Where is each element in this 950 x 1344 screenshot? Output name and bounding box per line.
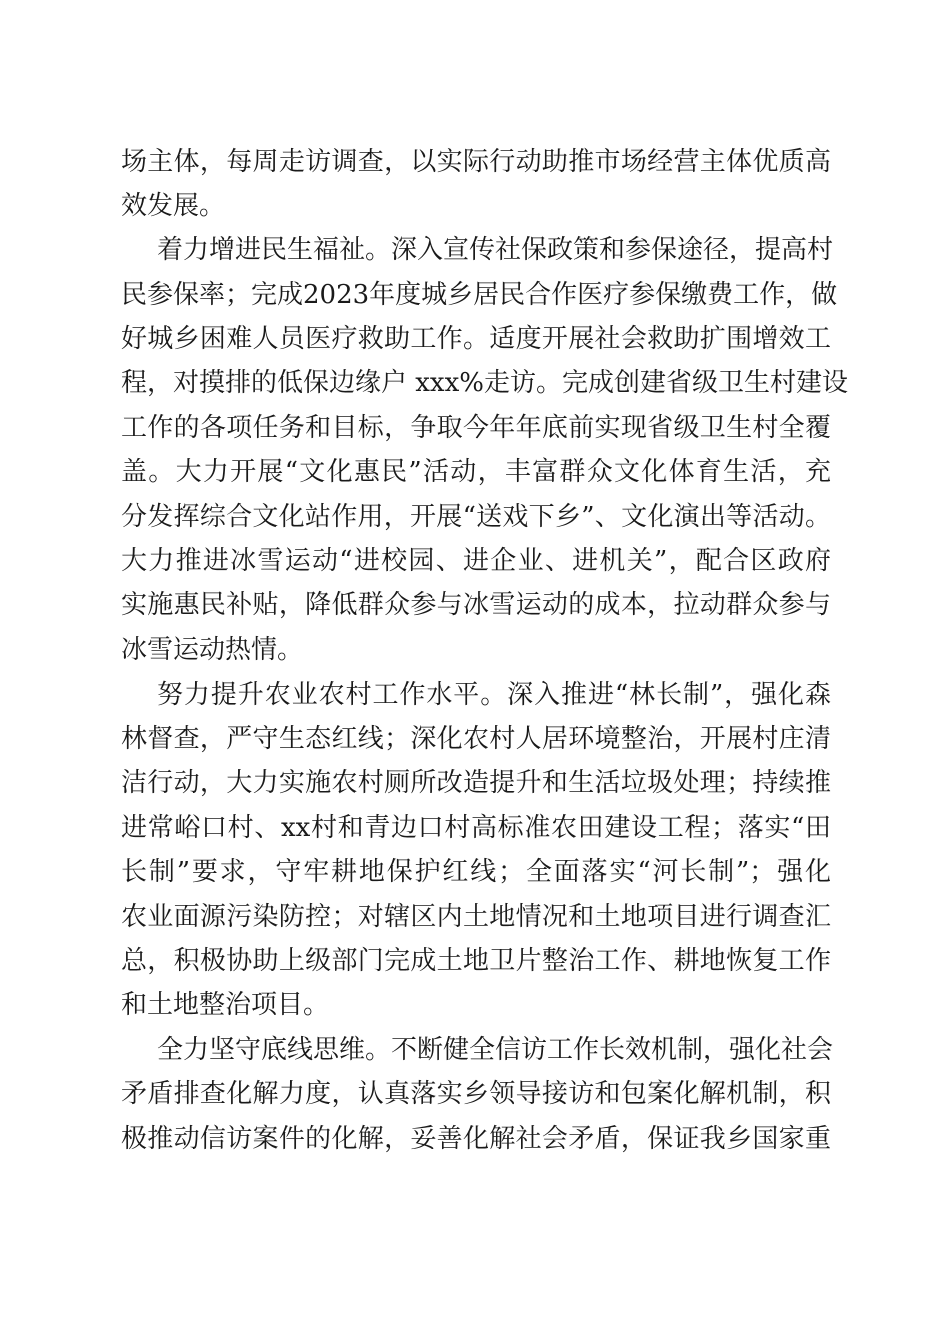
text-line: 农业面源污染防控；对辖区内土地情况和土地项目进行调查汇 [121,902,831,932]
text-line: 进常峪口村、xx村和青边口村高标准农田建设工程；落实“田 [121,813,831,843]
text-line: 和土地整治项目。 [121,990,330,1020]
text-line: 洁行动，大力实施农村厕所改造提升和生活垃圾处理；持续推 [121,768,831,798]
paragraph-heading-line: 努力提升农业农村工作水平。深入推进“林长制”，强化森 [157,680,831,710]
text-line: 极推动信访案件的化解，妥善化解社会矛盾，保证我乡国家重 [121,1124,831,1154]
text-line: 工作的各项任务和目标，争取今年年底前实现省级卫生村全覆 [121,413,831,443]
text-line: 分发挥综合文化站作用，开展“送戏下乡”、文化演出等活动。 [121,502,831,532]
text-line: 场主体，每周走访调查，以实际行动助推市场经营主体优质高 [121,147,831,177]
paragraph-heading-line: 全力坚守底线思维。不断健全信访工作长效机制，强化社会 [157,1035,834,1065]
text-line: 实施惠民补贴，降低群众参与冰雪运动的成本，拉动群众参与 [121,590,831,620]
text-line: 矛盾排查化解力度，认真落实乡领导接访和包案化解机制，积 [121,1079,831,1109]
text-line: 程，对摸排的低保边缘户 xxx%走访。完成创建省级卫生村建设 [121,368,848,398]
text-line: 好城乡困难人员医疗救助工作。适度开展社会救助扩围增效工 [121,324,831,354]
paragraph-heading-line: 着力增进民生福祉。深入宣传社保政策和参保途径，提高村 [157,235,834,265]
text-line: 大力推进冰雪运动“进校园、进企业、进机关”，配合区政府 [121,546,831,576]
text-line: 效发展。 [121,191,226,221]
text-line: 冰雪运动热情。 [121,635,304,665]
text-line: 民参保率；完成2023年度城乡居民合作医疗参保缴费工作，做 [121,280,838,310]
text-line: 盖。大力开展“文化惠民”活动，丰富群众文化体育生活，充 [121,457,831,487]
text-line: 总，积极协助上级部门完成土地卫片整治工作、耕地恢复工作 [121,946,831,976]
text-line: 林督查，严守生态红线；深化农村人居环境整治，开展村庄清 [121,724,831,754]
text-line: 长制”要求，守牢耕地保护红线；全面落实“河长制”；强化 [121,857,831,887]
